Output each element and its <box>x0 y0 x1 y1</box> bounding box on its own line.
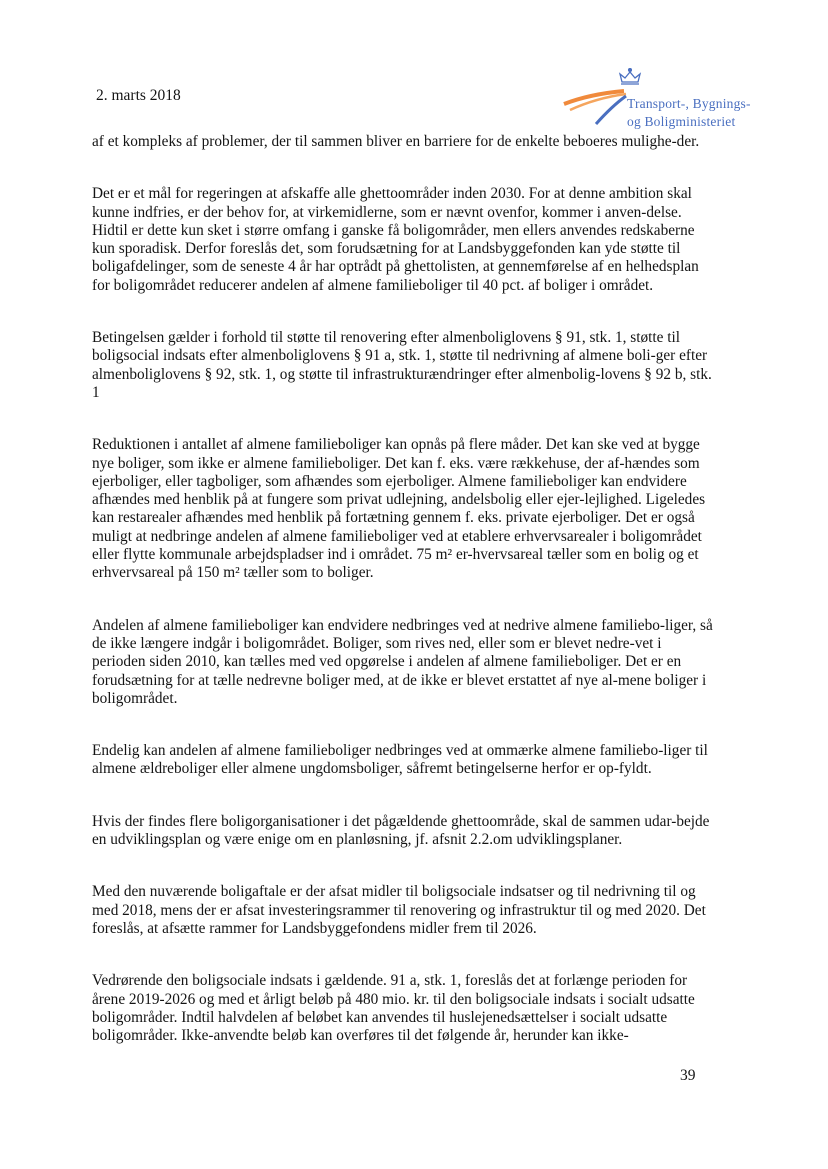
document-date: 2. marts 2018 <box>96 87 181 104</box>
paragraph: Andelen af almene familieboliger kan endvidere nedbringes ved at nedrive almene familiebo-liger, så de ikke længere indgår i boligområdet. Boliger, som rives ned, eller som er blevet nedre-vet i perioden siden 2010, kan tælles med ved opgørelse i andelen af almene familieboliger. Det er en forudsætning for at tælle nedrevne boliger med, at de ikke er blevet erstattet af nye al-mene boliger i boligområdet. <box>92 616 713 707</box>
ministry-name-line1: Transport-, Bygnings- <box>627 96 751 111</box>
paragraph: Betingelsen gælder i forhold til støtte til renovering efter almenboliglovens § 91, stk. 1, støtte til boligsocial indsats efter almenboliglovens § 91 a, stk. 1, støtte til nedrivning af almene boli-ger efter almenboliglovens § 92, stk. 1, og støtte til infrastrukturændringer efter almenbolig-lovens § 92 b, stk. 1 <box>92 329 712 401</box>
paragraph: Endelig kan andelen af almene familieboliger nedbringes ved at ommærke almene familiebo-liger til almene ældreboliger eller almene ungdomsboliger, såfremt betingelserne herfor er op-fyldt. <box>92 742 708 778</box>
paragraph: af et kompleks af problemer, der til sammen bliver en barriere for de enkelte beboeres mulighe-der. <box>92 133 700 150</box>
paragraph: Det er et mål for regeringen at afskaffe alle ghettoområder inden 2030. For at denne ambition skal kunne indfries, er der behov for, at virkemidlerne, som er nævnt ovenfor, kommer i anven-delse. Hidtil er dette kun sket i større omfang i ganske få boligområder, men ellers anvendes redskaberne kun sporadisk. Derfor foreslås det, som forudsætning for at Landsbyggefonden kan yde støtte til boligafdelinger, som de seneste 4 år har optrådt på ghettolisten, at gennemførelse af en helhedsplan for boligområdet reducerer andelen af almene familieboliger til 40 pct. af boliger i området. <box>92 185 699 294</box>
paragraph: Reduktionen i antallet af almene familieboliger kan opnås på flere måder. Det kan ske ved at bygge nye boliger, som ikke er almene familieboliger. Det kan f. eks. være rækkehuse, der af-hændes som ejerboliger, eller tagboliger, som afhændes som ejerboliger. Almene familieboliger kan endvidere afhændes med henblik på at fungere som privat udlejning, andelsbolig eller ejer-lejlighed. Ligeledes kan restarealer afhændes med henblik på fortætning gennem f. eks. private ejerboliger. Det er også muligt at nedbringe andelen af almene familieboliger ved at etablere erhvervsarealer i boligområdet eller flytte kommunale arbejdspladser ind i området. 75 m² er-hvervsareal tæller som en bolig og et erhvervsareal på 150 m² tæller som to boliger. <box>92 436 706 582</box>
swoosh-icon <box>564 91 626 124</box>
page-number: 39 <box>680 1067 696 1084</box>
paragraph: Med den nuværende boligaftale er der afsat midler til boligsociale indsatser og til nedrivning til og med 2018, mens der er afsat investeringsrammer til renovering og infrastruktur til og med 2020. Det foreslås, at afsætte rammer for Landsbyggefondens midler frem til 2026. <box>92 883 706 937</box>
document-body <box>92 133 718 1079</box>
ministry-name-line2: og Boligministeriet <box>627 114 736 129</box>
paragraph: Vedrørende den boligsociale indsats i gældende. 91 a, stk. 1, foreslås det at forlænge perioden for årene 2019-2026 og med et årligt beløb på 480 mio. kr. til den boligsociale indsats i socialt udsatte boligområder. Indtil halvdelen af beløbet kan anvendes til huslejenedsættelser i socialt udsatte boligområder. Ikke-anvendte beløb kan overføres til det følgende år, herunder kan ikke- <box>92 972 695 1045</box>
ministry-name <box>627 95 751 131</box>
crown-icon <box>620 69 640 84</box>
paragraph: Hvis der findes flere boligorganisationer i det pågældende ghettoområde, skal de sammen udar-bejde en udviklingsplan og være enige om en planløsning, jf. afsnit 2.2.om udviklingsplaner. <box>92 812 710 849</box>
